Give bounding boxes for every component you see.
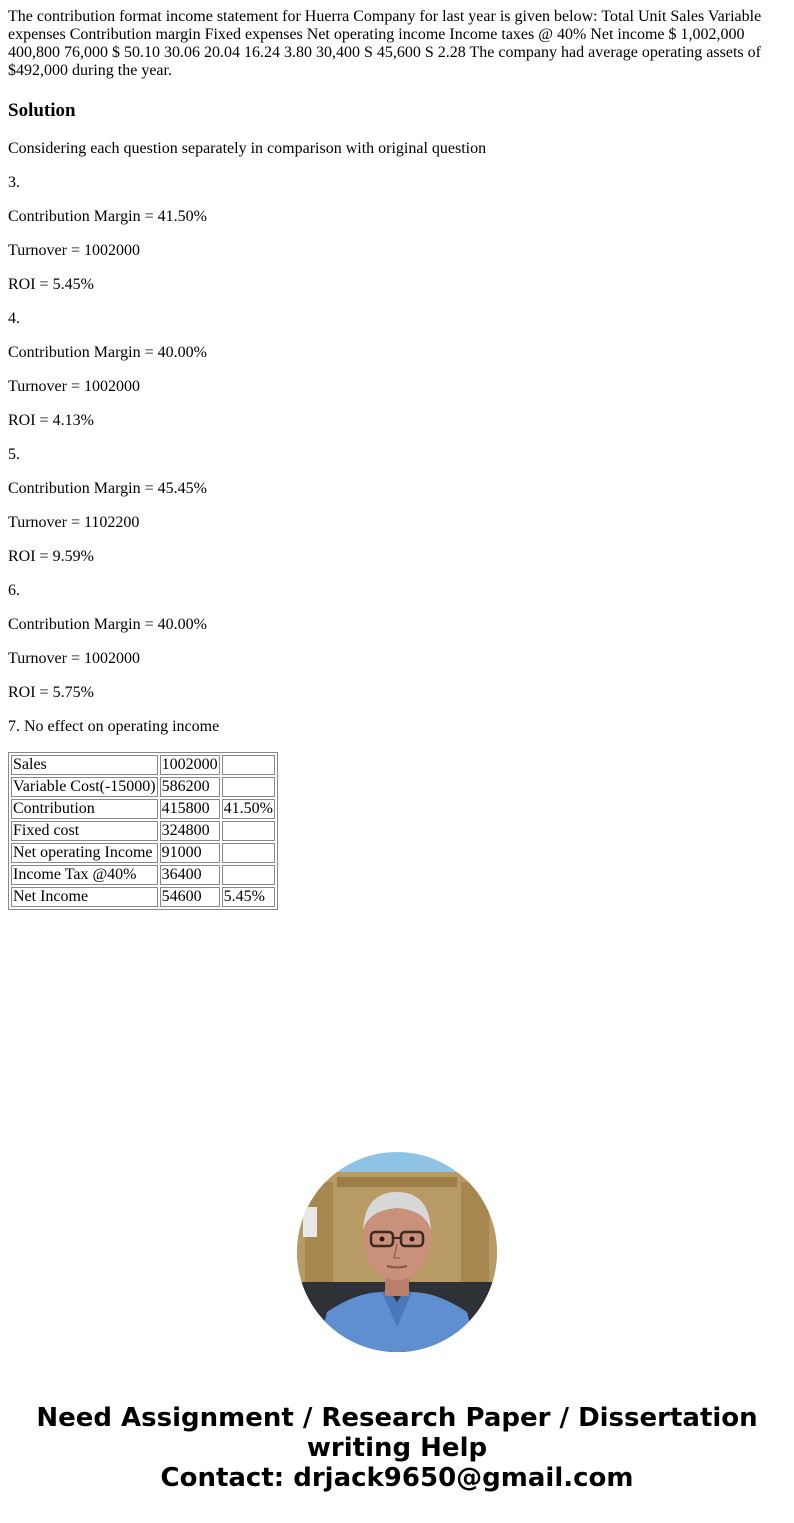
answer-number: 5. xyxy=(8,446,20,463)
contribution-margin-line: Contribution Margin = 40.00% xyxy=(8,344,207,361)
turnover-line: Turnover = 1002000 xyxy=(8,650,140,667)
row-label: Sales xyxy=(11,755,158,775)
table-row xyxy=(11,887,275,907)
answer-3 xyxy=(8,174,786,294)
answer-7: 7. No effect on operating income xyxy=(8,718,220,735)
answer-number: 6. xyxy=(8,582,20,599)
document-body xyxy=(8,8,786,910)
row-percent: 41.50% xyxy=(223,800,273,817)
income-table xyxy=(8,752,278,910)
row-value: 54600 xyxy=(160,887,220,907)
turnover-line: Turnover = 1002000 xyxy=(8,242,140,259)
row-label: Fixed cost xyxy=(11,821,158,841)
solution-heading: Solution xyxy=(8,100,76,121)
roi-line: ROI = 5.75% xyxy=(8,684,94,701)
tutor-avatar xyxy=(297,1152,497,1352)
row-value: 586200 xyxy=(160,777,220,797)
turnover-line: Turnover = 1002000 xyxy=(8,378,140,395)
table-row xyxy=(11,865,275,885)
row-percent xyxy=(222,865,275,885)
table-row xyxy=(11,777,275,797)
row-value: 36400 xyxy=(160,865,220,885)
roi-line: ROI = 9.59% xyxy=(8,548,94,565)
table-row xyxy=(11,799,275,819)
row-percent xyxy=(222,777,275,797)
question-text: The contribution format income statement for Huerra Company for last year is given below: Total Unit Sales Variable expenses Contribution margin Fixed expenses Net operating income Income taxes @ 40% Net income $ 1,002,000 400,800 76,000 $ 50.10 30.06 20.04 16.24 3.80 30,400 S 45,600 S 2.28 The company had average operating assets of $492,000 during the year. xyxy=(8,8,762,79)
contribution-margin-line: Contribution Margin = 45.45% xyxy=(8,480,207,497)
row-label: Net Income xyxy=(11,887,158,907)
row-value: 324800 xyxy=(160,821,220,841)
row-value: 91000 xyxy=(160,843,220,863)
row-value: 415800 xyxy=(160,799,220,819)
row-label: Contribution xyxy=(11,799,158,819)
solution-intro: Considering each question separately in comparison with original question xyxy=(8,140,487,157)
contact-email: Contact: drjack9650@gmail.com xyxy=(160,1463,634,1493)
row-percent: 5.45% xyxy=(222,887,275,907)
row-percent xyxy=(222,755,275,775)
table-row xyxy=(11,755,275,775)
roi-line: ROI = 5.45% xyxy=(8,276,94,293)
row-percent xyxy=(222,821,275,841)
answer-number: 3. xyxy=(8,174,20,191)
contact-banner xyxy=(0,1403,794,1493)
contribution-margin-line: Contribution Margin = 40.00% xyxy=(8,616,207,633)
row-label: Net operating Income xyxy=(11,843,158,863)
row-percent xyxy=(222,843,275,863)
answer-6 xyxy=(8,582,786,702)
cta-line-1: Need Assignment / Research Paper / Dissertation xyxy=(36,1403,758,1433)
cta-line-2: writing Help xyxy=(306,1433,488,1463)
answer-4 xyxy=(8,310,786,430)
contribution-margin-line: Contribution Margin = 41.50% xyxy=(8,208,207,225)
row-label: Income Tax @40% xyxy=(11,865,158,885)
turnover-line: Turnover = 1102200 xyxy=(8,514,140,531)
roi-line: ROI = 4.13% xyxy=(8,412,94,429)
answer-5 xyxy=(8,446,786,566)
row-label: Variable Cost(-15000) xyxy=(13,778,156,795)
tutor-portrait-image xyxy=(297,1152,497,1352)
row-value: 1002000 xyxy=(161,756,218,773)
answer-number: 4. xyxy=(8,310,20,327)
table-row xyxy=(11,821,275,841)
table-row xyxy=(11,843,275,863)
